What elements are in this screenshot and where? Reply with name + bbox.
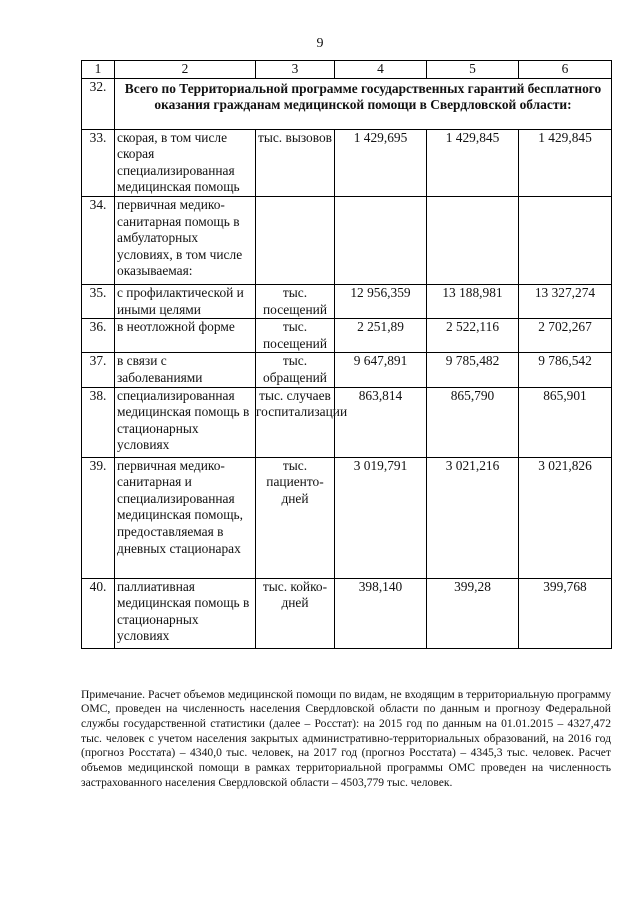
row-unit: тыс. случаев госпитализации	[256, 387, 335, 457]
table-row	[82, 387, 612, 457]
table-row	[82, 284, 612, 318]
row-number: 36.	[82, 319, 115, 353]
value-2016: 865,790	[427, 387, 519, 457]
footnote-paragraph: Примечание. Расчет объемов медицинской помощи по видам, не входящим в территориальную программу ОМС, проведен на численность населения Свердловской области по данным и прогнозу Федеральной службы государственной статистики (далее – Росстат): на 2015 год по данным на 01.01.2015 – 4327,472 тыс. человек с учетом населения закрытых административно-территориальных образований, на 2016 год (прогноз Росстата) – 4340,0 тыс. человек, на 2017 год (прогноз Росстата) – 4345,3 тыс. человек. Расчет объемов медицинской помощи в рамках территориальной программы ОМС проведен на численность застрахованного населения Свердловской области – 4503,779 тыс. человек.	[81, 687, 611, 789]
table-row	[82, 353, 612, 387]
table-row	[82, 457, 612, 578]
column-number: 3	[256, 61, 335, 79]
value-2017: 1 429,845	[519, 129, 612, 196]
row-number: 34.	[82, 196, 115, 284]
row-number: 38.	[82, 387, 115, 457]
row-unit	[256, 196, 335, 284]
value-2015: 398,140	[335, 578, 427, 648]
table-row	[82, 578, 612, 648]
page-number: 9	[316, 36, 324, 51]
value-2015: 9 647,891	[335, 353, 427, 387]
value-2015: 863,814	[335, 387, 427, 457]
row-number: 37.	[82, 353, 115, 387]
column-number-row	[82, 61, 612, 79]
row-number: 35.	[82, 284, 115, 318]
value-2017	[519, 196, 612, 284]
row-number: 39.	[82, 457, 115, 578]
row-unit: тыс. обращений	[256, 353, 335, 387]
value-2015: 3 019,791	[335, 457, 427, 578]
column-number: 2	[115, 61, 256, 79]
column-number: 1	[82, 61, 115, 79]
column-number: 4	[335, 61, 427, 79]
table-row	[82, 319, 612, 353]
value-2016: 2 522,116	[427, 319, 519, 353]
row-name: с профилактической и иными целями	[115, 284, 256, 318]
value-2017: 13 327,274	[519, 284, 612, 318]
value-2016: 1 429,845	[427, 129, 519, 196]
row-number: 33.	[82, 129, 115, 196]
row-unit: тыс. посещений	[256, 319, 335, 353]
value-2016: 9 785,482	[427, 353, 519, 387]
row-name: специализированная медицинская помощь в стационарных условиях	[115, 387, 256, 457]
table-row	[82, 196, 612, 284]
row-name: скорая, в том числе скорая специализированная медицинская помощь	[115, 129, 256, 196]
value-2016	[427, 196, 519, 284]
value-2016: 13 188,981	[427, 284, 519, 318]
row-name: паллиативная медицинская помощь в стационарных условиях	[115, 578, 256, 648]
value-2016: 3 021,216	[427, 457, 519, 578]
volumes-table	[81, 60, 612, 649]
column-number: 6	[519, 61, 612, 79]
value-2017: 2 702,267	[519, 319, 612, 353]
table-row	[82, 129, 612, 196]
section-row	[82, 78, 612, 129]
value-2015: 2 251,89	[335, 319, 427, 353]
value-2016: 399,28	[427, 578, 519, 648]
value-2017: 9 786,542	[519, 353, 612, 387]
value-2017: 3 021,826	[519, 457, 612, 578]
row-name: в связи с заболеваниями	[115, 353, 256, 387]
row-unit: тыс. вызовов	[256, 129, 335, 196]
value-2017: 865,901	[519, 387, 612, 457]
section-title: Всего по Территориальной программе государственных гарантий бесплатного оказания гражданам медицинской помощи в Свердловской области:	[115, 78, 612, 129]
value-2017: 399,768	[519, 578, 612, 648]
row-number: 40.	[82, 578, 115, 648]
value-2015: 1 429,695	[335, 129, 427, 196]
row-name: первичная медико-санитарная и специализированная медицинская помощь, предоставляемая в дневных стационарах	[115, 457, 256, 578]
column-number: 5	[427, 61, 519, 79]
row-number: 32.	[82, 78, 115, 129]
value-2015: 12 956,359	[335, 284, 427, 318]
row-name: первичная медико-санитарная помощь в амбулаторных условиях, в том числе оказываемая:	[115, 196, 256, 284]
value-2015	[335, 196, 427, 284]
row-name: в неотложной форме	[115, 319, 256, 353]
row-unit: тыс. пациенто-дней	[256, 457, 335, 578]
row-unit: тыс. койко-дней	[256, 578, 335, 648]
row-unit: тыс. посещений	[256, 284, 335, 318]
